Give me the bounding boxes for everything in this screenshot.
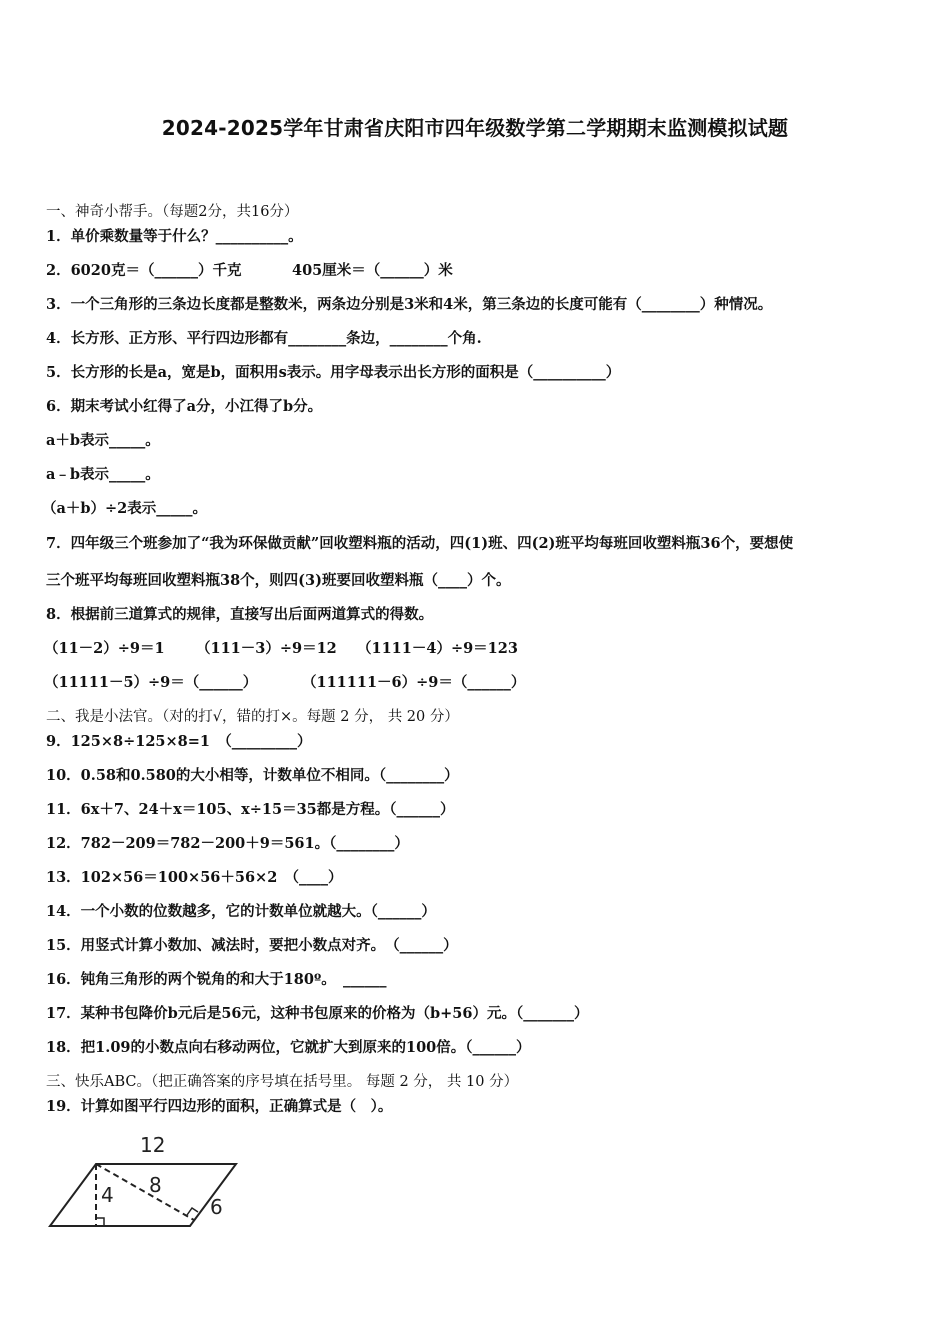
question-10: 10．0.58和0.580的大小相等，计数单位不相同。（________） [46,767,459,784]
question-5: 5．长方形的长是a，宽是b，面积用s表示。用字母表示出长方形的面积是（__________） [46,364,621,381]
question-8-expr1: （11－2）÷9＝1 [44,640,165,657]
question-11: 11．6x＋7、24＋x＝105、x÷15＝35都是方程。（______） [46,801,455,818]
question-13: 13．102×56＝100×56＋56×2 （____） [46,869,343,886]
right-angle-mark-side [187,1208,198,1215]
label-height: 4 [101,1183,114,1207]
section-1-header: 一、神奇小帮手。（每题2分，共16分） [46,204,299,220]
question-8: 8．根据前三道算式的规律，直接写出后面两道算式的得数。 [46,606,434,623]
question-18: 18．把1.09的小数点向右移动两位，它就扩大到原来的100倍。（______） [46,1039,531,1056]
parallelogram-figure [44,1130,254,1240]
question-7-line1: 7．四年级三个班参加了“我为环保做贡献”回收塑料瓶的活动，四(1)班、四(2)班平均每班回收塑料瓶36个，要想使 [46,535,794,552]
label-side: 6 [210,1195,223,1219]
right-angle-mark [96,1218,104,1226]
question-6: 6．期末考试小红得了a分，小江得了b分。 [46,398,323,415]
question-19: 19．计算如图平行四边形的面积，正确算式是（ ）。 [46,1098,393,1115]
question-2a: 2．6020克＝（______）千克 [46,262,242,279]
question-12: 12．782－209＝782－200＋9＝561。（________） [46,835,409,852]
question-8-expr4: （11111－5）÷9＝（______） [44,674,258,691]
question-14: 14．一个小数的位数越多，它的计数单位就越大。（______） [46,903,436,920]
question-6c: （a＋b）÷2表示_____。 [42,500,208,517]
question-6a: a＋b表示_____。 [46,432,160,449]
page-title: 2024-2025学年甘肃省庆阳市四年级数学第二学期期末监测模拟试题 [161,116,789,140]
question-2b: 405厘米＝（______）米 [292,262,453,279]
question-8-expr2: （111－3）÷9＝12 [196,640,337,657]
label-diagonal: 8 [149,1173,162,1197]
question-16: 16．钝角三角形的两个锐角的和大于180º。 ______ [46,971,387,988]
question-8-expr3: （1111－4）÷9＝123 [357,640,518,657]
question-17: 17．某种书包降价b元后是56元，这种书包原来的价格为（b+56）元。（_______） [46,1005,589,1022]
question-15: 15．用竖式计算小数加、减法时，要把小数点对齐。 （______） [46,937,458,954]
section-2-header: 二、我是小法官。（对的打√，错的打×。每题 2 分， 共 20 分） [46,709,459,725]
label-top: 12 [140,1133,166,1157]
question-3: 3．一个三角形的三条边长度都是整数米，两条边分别是3米和4米，第三条边的长度可能有（________）种情况。 [46,296,773,313]
question-7-line2: 三个班平均每班回收塑料瓶38个，则四(3)班要回收塑料瓶（____）个。 [46,572,511,589]
question-8-expr5: （111111－6）÷9＝（______） [302,674,526,691]
question-6b: a﹣b表示_____。 [46,466,160,483]
section-3-header: 三、快乐ABC。（把正确答案的序号填在括号里。 每题 2 分， 共 10 分） [46,1074,519,1090]
question-4: 4．长方形、正方形、平行四边形都有________条边，________个角. [46,330,482,347]
parallelogram-shape [50,1164,236,1226]
question-1: 1．单价乘数量等于什么？__________。 [46,228,303,245]
question-9: 9．125×8÷125×8=1 （_________） [46,733,312,750]
